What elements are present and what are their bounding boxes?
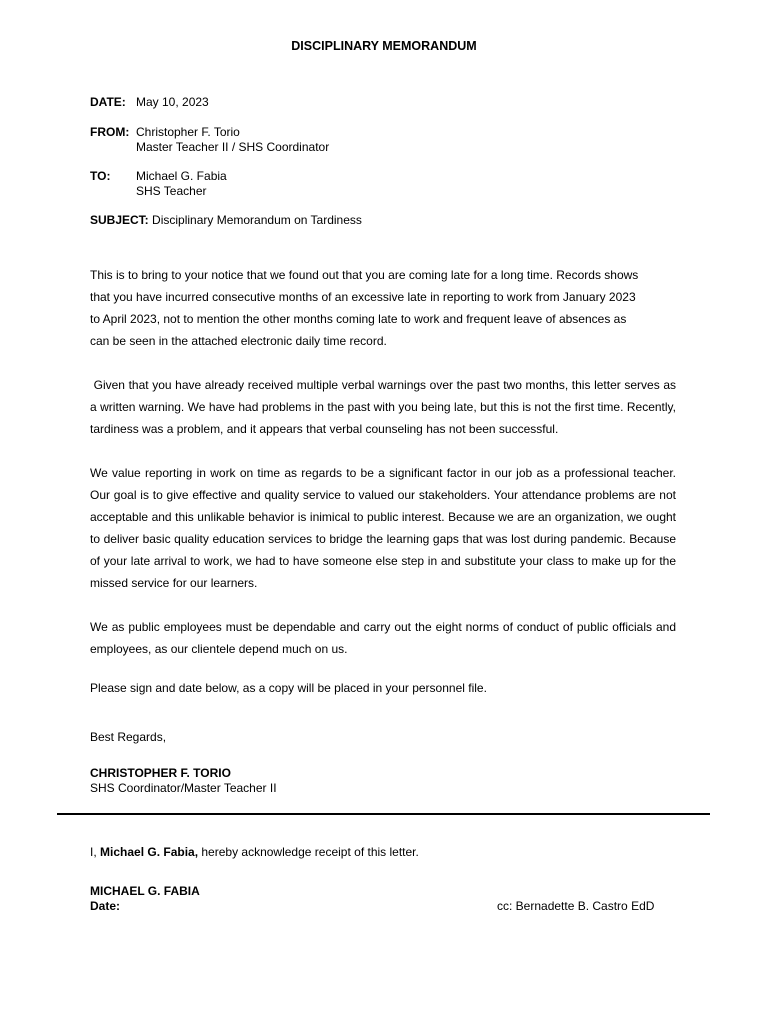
date-value: May 10, 2023 [136,95,209,109]
best-regards: Best Regards, [90,730,167,744]
paragraph-3: We value reporting in work on time as regards to be a significant factor in our job as a professional teacher. Our goal is to give effective and quality service to valued our stakeholders. Your attendance problems are not acceptable and this unlikable behavior is inimical to public interest. Because we are an organization, we ought to deliver basic quality education services to bridge the learning gaps that was lost during pandemic. Because of your late arrival to work, we had to have someone else step in and substitute your class to make up for the missed service for our learners. [90,466,676,590]
ack-signer-name: MICHAEL G. FABIA [90,884,200,898]
ack-name: Michael G. Fabia, [100,845,199,859]
subject-value: Disciplinary Memorandum on Tardiness [152,213,362,227]
ack-suffix: hereby acknowledge receipt of this letter. [198,845,419,859]
cc-line: cc: Bernadette B. Castro EdD [497,899,655,913]
to-position: SHS Teacher [136,184,207,198]
paragraph-4: We as public employees must be dependable and carry out the eight norms of conduct of public officials and employees, as our clientele depend much on us. [90,620,676,656]
paragraph-5: Please sign and date below, as a copy will be placed in your personnel file. [90,681,487,695]
date-label: DATE: [90,95,126,109]
signer-position: SHS Coordinator/Master Teacher II [90,781,277,795]
subject-line [90,213,362,227]
paragraph-1-line: can be seen in the attached electronic daily time record. [90,334,387,348]
to-name: Michael G. Fabia [136,169,227,183]
paragraph-2: Given that you have already received multiple verbal warnings over the past two months, this letter serves as a written warning. We have had problems in the past with you being late, but this is not the first time. Recently, tardiness was a problem, and it appears that verbal counseling has not been successful. [90,378,680,436]
paragraph-1-line: that you have incurred consecutive months of an excessive late in reporting to work from January 2023 [90,290,636,304]
to-label: TO: [90,169,111,183]
divider-line [57,813,710,815]
ack-date-label: Date: [90,899,121,913]
from-position: Master Teacher II / SHS Coordinator [136,140,330,154]
paragraph-1-line: This is to bring to your notice that we found out that you are coming late for a long time. Records shows [90,268,639,282]
from-name: Christopher F. Torio [136,125,240,139]
signer-name: CHRISTOPHER F. TORIO [90,766,231,780]
memo-title: DISCIPLINARY MEMORANDUM [291,39,477,53]
paragraph-1-line: to April 2023, not to mention the other months coming late to work and frequent leave of absences as [90,312,627,326]
acknowledgment-text [90,845,419,859]
subject-label: SUBJECT: [90,213,149,227]
ack-prefix: I, [90,845,101,859]
from-label: FROM: [90,125,130,139]
